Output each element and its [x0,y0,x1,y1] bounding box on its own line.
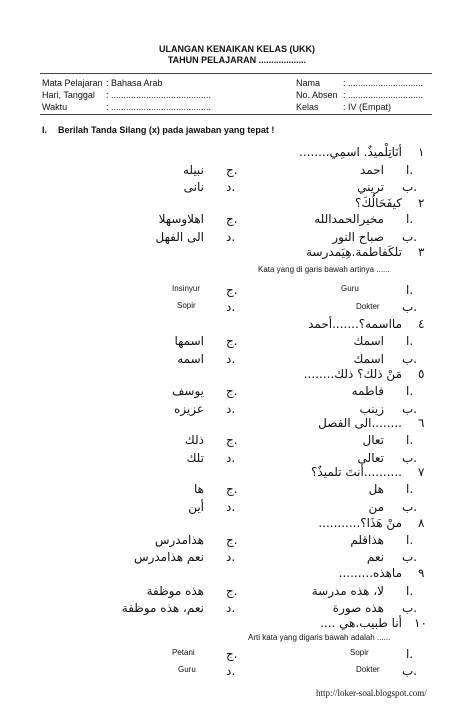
option-mark-a: ا. [406,212,414,226]
option-mark-d: د. [226,402,236,416]
option-b[interactable]: هذه صورة [332,601,384,615]
section-instruction: Berilah Tanda Silang (x) pada jawaban yang tepat ! [58,125,275,135]
option-b[interactable]: Dokter [356,302,380,311]
option-c[interactable]: ذلك [184,433,204,447]
date-label: Hari, Tanggal [42,90,95,100]
option-mark-b: ب. [402,550,418,564]
option-mark-d: د. [226,300,236,314]
section-number: I. [42,125,48,135]
option-mark-b: ب. [402,300,418,314]
option-mark-b: ب. [402,352,418,366]
option-d[interactable]: أين [188,500,204,514]
option-mark-b: ب. [402,451,418,465]
option-mark-c: ج. [226,384,238,398]
question-number: ١ [418,145,425,159]
option-c[interactable]: اهلاوسهلا [158,212,204,226]
option-mark-a: ا. [406,647,414,661]
question-number: ١٠ [414,616,427,630]
option-d[interactable]: Guru [178,665,196,674]
option-a[interactable]: لا، هذه مدرسة [311,584,384,598]
question-text: ........الى الفصل [318,416,402,430]
time-label: Waktu [42,102,68,112]
question-text: مااسمه؟.......أحمد [308,317,402,331]
option-c[interactable]: يوسف [171,384,204,398]
option-mark-d: د. [226,352,236,366]
option-mark-b: ب. [402,664,418,678]
question-text: تلكَفاطمة.هِيَمدرسة [306,245,402,259]
top-divider [40,73,432,74]
option-d[interactable]: نانى [183,180,204,194]
footer-url[interactable]: http://loker-soal.blogspot.com/ [316,688,427,698]
option-b[interactable]: صباح النور [332,230,384,244]
option-a[interactable]: هل [368,482,384,496]
name-value: : .............................. [343,78,424,88]
option-mark-a: ا. [406,283,414,297]
option-mark-b: ب. [402,402,418,416]
option-d[interactable]: تلك [186,451,204,465]
class-label: Kelas [296,102,319,112]
option-c[interactable]: نبيله [183,163,204,177]
option-b[interactable]: تعالى [357,451,384,465]
question-text: أنَاتِلْميذٌ. اسمِي........ [299,145,402,159]
option-mark-c: ج. [226,482,238,496]
question-number: ٦ [418,416,425,430]
name-label: Nama [296,78,321,88]
question-text: أنا طبيب.هي .... [320,616,402,630]
question-number: ٧ [418,465,425,479]
question-number: ٨ [418,516,425,530]
time-value: : ........................................ [106,102,212,112]
option-mark-d: د. [226,601,236,615]
question-text: ماهذه......... [338,566,402,580]
bottom-divider [40,114,432,115]
option-mark-c: ج. [226,433,238,447]
option-c[interactable]: Petani [172,648,195,657]
question-text: كيفَحَالُكَ؟ [355,196,402,210]
page-title: ULANGAN KENAIKAN KELAS (UKK) [159,44,315,54]
option-mark-c: ج. [226,334,238,348]
option-mark-d: د. [226,550,236,564]
option-mark-b: ب. [402,230,418,244]
option-b[interactable]: نعم [366,550,384,564]
option-mark-c: ج. [226,533,238,547]
option-mark-d: د. [226,230,236,244]
option-mark-a: ا. [406,384,414,398]
option-d[interactable]: عزيزه [173,402,204,416]
option-d[interactable]: اسمه [177,352,204,366]
option-c[interactable]: هذامدرس [154,533,204,547]
question-text: منْ هَذَا؟........... [318,516,402,530]
option-mark-a: ا. [406,533,414,547]
option-b[interactable]: اسمك [353,352,384,366]
question-note: Kata yang di garis bawah artinya ...... [258,265,390,274]
question-text: مَنْ ذلك؟ ذلك........ [303,367,402,381]
date-value: : ........................................ [106,90,212,100]
absen-value: : .............................. [343,90,424,100]
option-mark-c: ج. [226,163,238,177]
question-number: ٥ [418,367,425,381]
option-c[interactable]: هذه موظفة [146,584,204,598]
subject-label: Mata Pelajaran [42,78,103,88]
option-mark-a: ا. [406,433,414,447]
question-number: ٣ [418,245,425,259]
option-a[interactable]: مخيرالحمدالله [314,212,384,226]
option-mark-a: ا. [406,163,414,177]
option-mark-d: د. [226,500,236,514]
option-mark-a: ا. [406,334,414,348]
question-text: ..........أنتَ تلميذٌ؟ [311,465,402,479]
option-mark-b: ب. [402,601,418,615]
school-year: TAHUN PELAJARAN ................... [167,55,307,65]
absen-label: No. Absen [296,90,338,100]
option-d[interactable]: نعم هذامدرس [133,550,204,564]
option-a[interactable]: احمد [360,163,384,177]
option-b[interactable]: من [368,500,384,514]
option-a[interactable]: فاطمه [351,384,384,398]
subject-value: : Bahasa Arab [106,78,163,88]
question-number: ٤ [418,317,425,331]
question-number: ٩ [418,566,425,580]
option-mark-c: ج. [226,283,238,297]
option-a[interactable]: اسمك [353,334,384,348]
option-a[interactable]: تعال [362,433,384,447]
option-b[interactable]: Dokter [356,665,380,674]
option-d[interactable]: Sopir [177,301,196,310]
option-mark-d: د. [226,664,236,678]
option-d[interactable]: نعم، هذه موظفة [121,601,204,615]
option-a[interactable]: هذاقلم [350,533,384,547]
option-mark-c: ج. [226,647,238,661]
option-c[interactable]: ها [194,482,204,496]
question-number: ٢ [418,196,425,210]
option-mark-d: د. [226,180,236,194]
class-value: : IV (Empat) [343,102,392,112]
option-a[interactable]: Sopir [350,648,369,657]
option-mark-a: ا. [406,584,414,598]
option-c[interactable]: Insinyur [172,284,201,293]
option-b[interactable]: زينب [359,402,384,416]
option-mark-b: ب. [402,180,418,194]
option-mark-d: د. [226,451,236,465]
option-mark-c: ج. [226,584,238,598]
option-c[interactable]: اسمها [174,334,204,348]
question-note: Arti kata yang digaris bawah adalah ...... [248,633,391,642]
option-mark-c: ج. [226,212,238,226]
option-a[interactable]: Guru [341,284,359,293]
option-mark-a: ا. [406,482,414,496]
option-b[interactable]: تريني [357,180,384,194]
option-d[interactable]: الى الفهل [155,230,204,244]
option-mark-b: ب. [402,500,418,514]
